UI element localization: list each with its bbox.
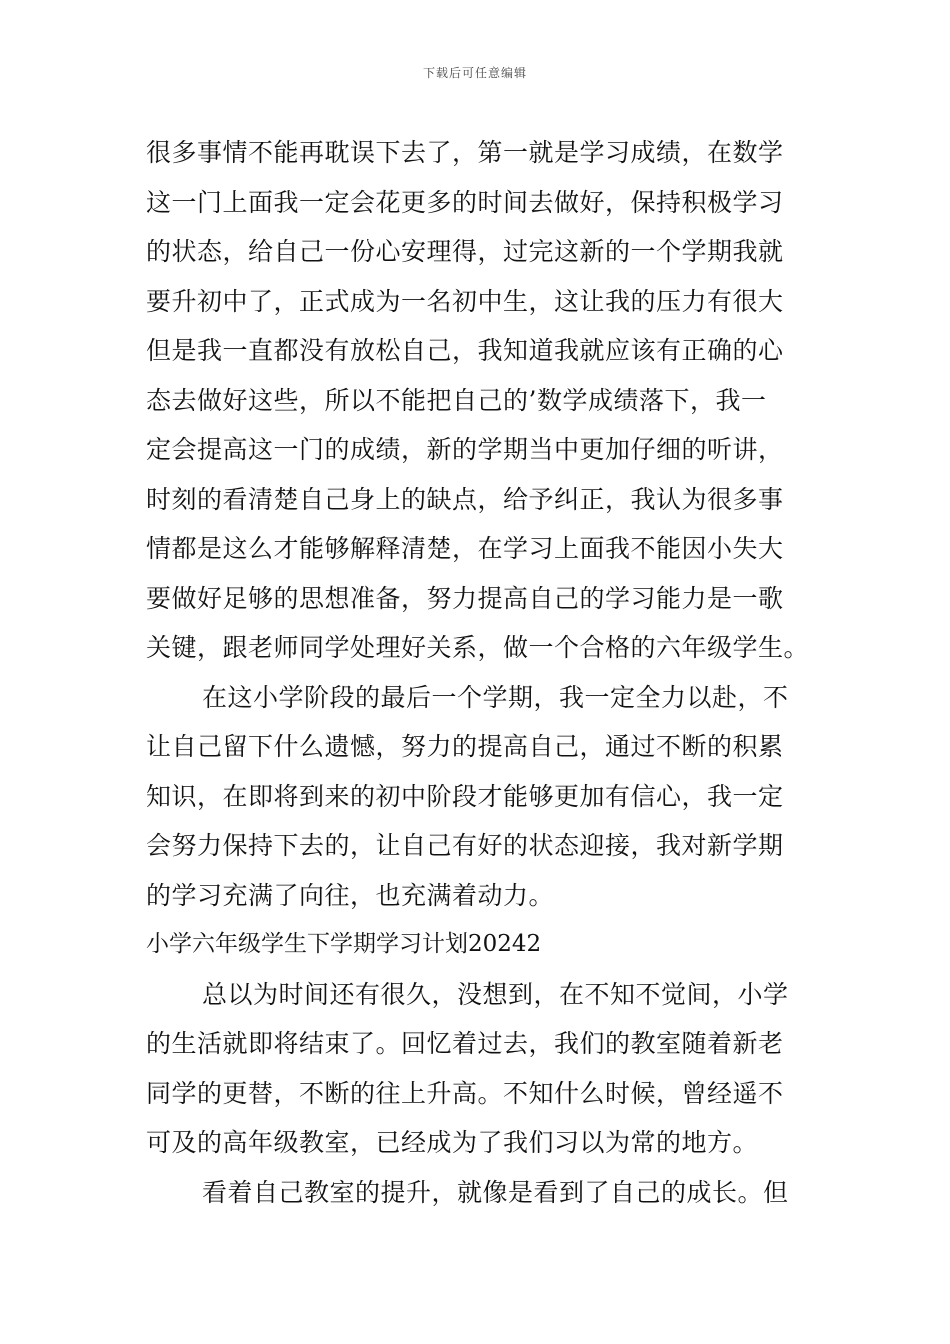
paragraph-start-line: 总以为时间还有很久，没想到，在不知不觉间，小学 xyxy=(202,979,789,1009)
text-line: 要升初中了，正式成为一名初中生，这让我的压力有很大 xyxy=(146,286,784,316)
paragraph-start-line: 看着自己教室的提升，就像是看到了自己的成长。但 xyxy=(202,1177,789,1207)
text-line: 关键，跟老师同学处理好关系，做一个合格的六年级学生。 xyxy=(146,633,810,662)
text-line: 这一门上面我一定会花更多的时间去做好，保持积极学习 xyxy=(146,187,784,217)
header-note: 下载后可任意编辑 xyxy=(422,66,527,80)
text-line: 知识，在即将到来的初中阶段才能够更加有信心，我一定 xyxy=(146,781,784,811)
document-body xyxy=(146,128,810,1217)
text-line: 但是我一直都没有放松自己，我知道我就应该有正确的心 xyxy=(146,336,784,365)
text-line: 的学习充满了向往，也充满着动力。 xyxy=(146,880,555,910)
text-line: 同学的更替，不断的往上升高。不知什么时候，曾经遥不 xyxy=(146,1078,784,1108)
text-line: 的生活就即将结束了。回忆着过去，我们的教室随着新老 xyxy=(146,1029,784,1058)
text-line: 的状态，给自己一份心安理得，过完这新的一个学期我就 xyxy=(146,237,784,266)
text-line: 让自己留下什么遗憾，努力的提高自己，通过不断的积累 xyxy=(146,732,784,761)
text-line: 定会提高这一门的成绩，新的学期当中更加仔细的听讲， xyxy=(146,435,784,464)
text-line: 时刻的看清楚自己身上的缺点，给予纠正，我认为很多事 xyxy=(146,484,784,514)
text-line: 情都是这么才能够解释清楚，在学习上面我不能因小失大 xyxy=(146,534,784,563)
section-heading: 小学六年级学生下学期学习计划20242 xyxy=(146,931,542,957)
text-line: 很多事情不能再耽误下去了，第一就是学习成绩，在数学 xyxy=(146,138,784,167)
text-line: 会努力保持下去的，让自己有好的状态迎接，我对新学期 xyxy=(146,831,784,860)
paragraph-start-line: 在这小学阶段的最后一个学期，我一定全力以赴，不 xyxy=(202,682,789,712)
text-line: 要做好足够的思想准备，努力提高自己的学习能力是一歌 xyxy=(146,583,784,613)
text-line: 可及的高年级教室，已经成为了我们习以为常的地方。 xyxy=(146,1128,759,1157)
text-line: 态去做好这些，所以不能把自己的’数学成绩落下，我一 xyxy=(146,385,767,415)
